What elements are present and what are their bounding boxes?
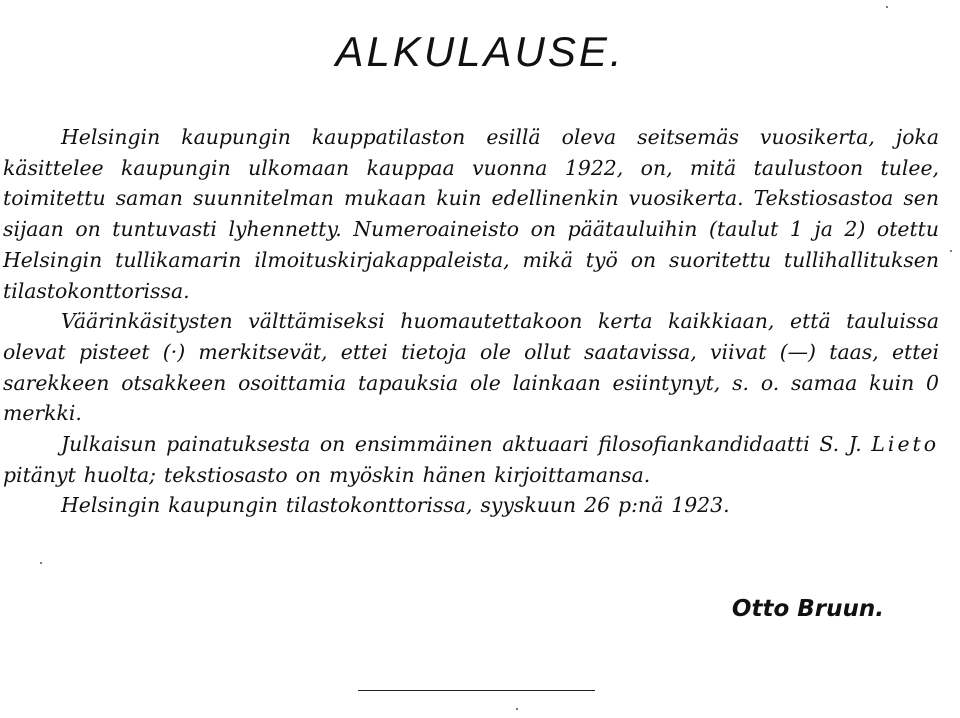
signature: Otto Bruun. — [731, 596, 884, 622]
publication-note-start: Julkaisun painatuksesta on ensimmäinen aktuaari filosofiankandidaatti S. J. — [61, 432, 872, 457]
paragraph-place-date: Helsingin kaupungin tilastokonttorissa, syyskuun 26 p:nä 1923. — [61, 493, 730, 518]
closing-rule — [358, 690, 595, 691]
scan-speck — [886, 6, 888, 8]
scan-speck — [40, 562, 42, 564]
paragraph-symbols: Väärinkäsitysten välttämiseksi huomautettakoon kerta kaikkiaan, että tauluissa olevat pisteet (·) merkitsevät, ettei tietoja ole ollut saatavissa, viivat (—) taas, ettei sarekkeen otsakkeen osoittamia tapauksia ole lainkaan esiintynyt, s. o. samaa kuin 0 merkki. — [3, 309, 939, 426]
paragraph-intro: Helsingin kaupungin kauppatilaston esillä oleva seitsemäs vuosikerta, joka käsittelee kaupungin ulkomaan kauppaa vuonna 1922, on, mitä taulustoon tulee, toimitettu saman suunnitelman mukaan kuin edellinenkin vuosikerta. Tekstiosastoa sen sijaan on tuntuvasti lyhennetty. Numeroaineisto on päätauluihin (taulut 1 ja 2) otettu Helsingin tullikamarin ilmoituskirjakappaleista, mikä työ on suoritettu tullihallituksen tilastokonttorissa. — [3, 125, 939, 303]
publication-note-end: pitänyt huolta; tekstiosasto on myöskin hänen kirjoittamansa. — [3, 462, 651, 487]
paragraph-publication — [3, 429, 939, 490]
scan-speck — [950, 250, 952, 252]
preface-body — [3, 122, 939, 521]
publication-note-name: Lieto — [871, 432, 939, 457]
scan-speck — [516, 708, 518, 710]
page-title: ALKULAUSE. — [335, 28, 625, 75]
